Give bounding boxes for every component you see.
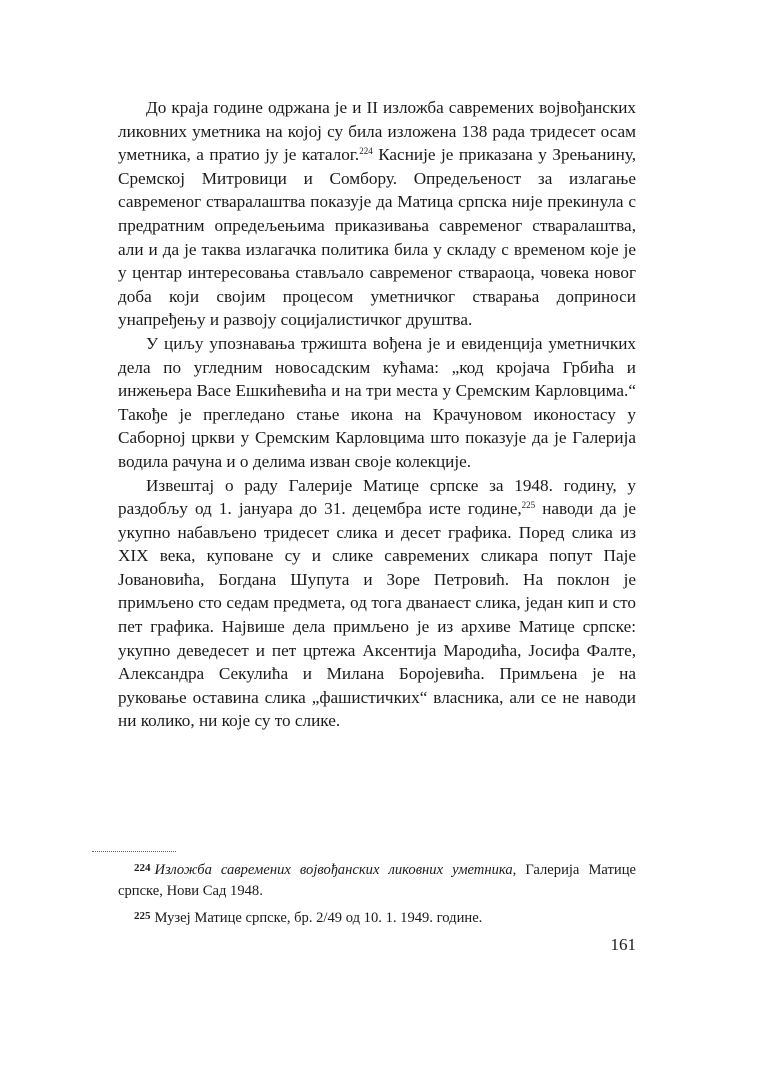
footnote-number: 225 bbox=[134, 910, 151, 922]
footnote-225 bbox=[118, 906, 636, 929]
footnote-text: , Галерија Матице српске, Нови Сад 1948. bbox=[118, 862, 636, 899]
footnote-ref-225[interactable]: 225 bbox=[521, 500, 536, 511]
footnotes bbox=[118, 858, 636, 934]
footnote-number: 224 bbox=[134, 862, 151, 874]
paragraph-3-text-b: наводи да је укупно набављено тридесет слика и десет графика. Поред слика из XIX века, куповане су и слике савремених сликара попут Паје Јовановића, Богдана Шупута и Зоре Петровић. На поклон је примљено сто седам предмета, од тога дванаест слика, један кип и сто пет графика. Највише дела примљено је из архиве Матице српске: укупно деведесет и пет цртежа Аксентија Мародића, Јосифа Фалте, Александра Секулића и Милана Боројевића. Примљена је на руковање оставина слика „фашистичких“ власника, али се не наводи ни колико, ни које су то слике. bbox=[118, 499, 637, 731]
footnote-ref-224[interactable]: 224 bbox=[359, 146, 373, 157]
page-number: 161 bbox=[610, 935, 636, 954]
paragraph-1-text-a: До краја године одржана је и II изложба савремених војвођанских ликовних уметника на којој су била изложена 138 рада тридесет осам уметника, а пратио ју је каталог. bbox=[118, 98, 636, 165]
paragraph-1-text-b: Касније је приказана у Зрењанину, Сремској Митровици и Сомбору. Опредељеност за излагање савременог стваралаштва показује да Матица српска није прекинула с предратним опредељењима приказивања савременог стваралаштва, али и да је таква излагачка политика била у складу с временом које је у центар интересовања стављало савременог ствараоца, човека новог доба који својим процесом уметничког стварања доприноси унапређењу и развоју социјалистичког друштва. bbox=[118, 145, 637, 330]
main-text bbox=[118, 96, 636, 733]
paragraph-3-text-a: Извештај о раду Галерије Матице српске за 1948. годину, у раздобљу од 1. јануара до 31. децембра исте године, bbox=[118, 475, 636, 519]
footnote-text: Музеј Матице српске, бр. 2/49 од 10. 1. 1949. године. bbox=[154, 910, 483, 926]
footnote-224 bbox=[118, 858, 636, 901]
paragraph-1 bbox=[118, 96, 636, 332]
footnote-divider bbox=[92, 851, 176, 852]
footnote-title: Изложба савремених војвођанских ликовних уметника bbox=[154, 862, 513, 878]
paragraph-2: У циљу упознавања тржишта вођена је и евиденција уметничких дела по угледним новосадским кућама: „код кројача Грбића и инжењера Васе Ешкићевића и на три места у Сремским Карловцима.“ Такође је прегледано стање икона на Крачуновом иконостасу у Саборној цркви у Сремским Карловцима што показује да је Галерија водила рачуна и о делима изван своје колекције. bbox=[118, 333, 636, 471]
paragraph-3 bbox=[118, 474, 636, 734]
